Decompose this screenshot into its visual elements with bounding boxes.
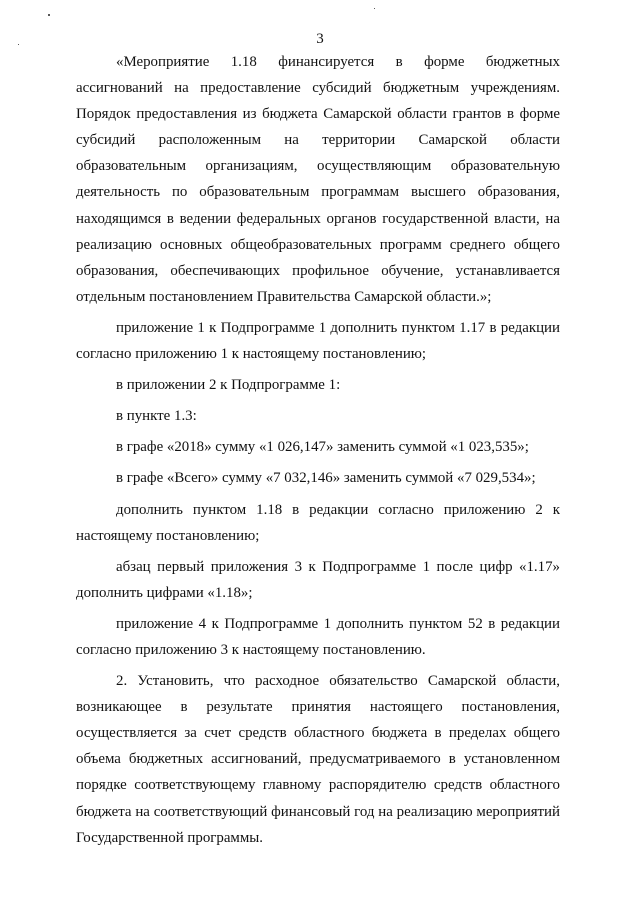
paragraph-column-total-amount: в графе «Всего» сумму «7 032,146» заменить суммой «7 029,534»; <box>116 470 536 487</box>
page-number: 3 <box>316 31 324 47</box>
scan-speck <box>48 14 50 16</box>
paragraph-add-item-1-18: дополнить пунктом 1.18 в редакции согласно приложению 2 к настоящему постановлению; <box>76 501 560 544</box>
paragraph-column-2018-amount: в графе «2018» сумму «1 026,147» заменить суммой «1 023,535»; <box>116 439 529 456</box>
paragraph-appendix-1-amendment: приложение 1 к Подпрограмме 1 дополнить пунктом 1.17 в редакции согласно приложению 1 к настоящему постановлению; <box>76 319 560 363</box>
paragraph-appendix-3-amendment: абзац первый приложения 3 к Подпрограмме 1 после цифр «1.17» дополнить цифрами «1.18»; <box>76 558 560 601</box>
paragraph-appendix-2-heading: в приложении 2 к Подпрограмме 1: <box>116 377 341 394</box>
paragraph-appendix-4-amendment: приложение 4 к Подпрограмме 1 дополнить пунктом 52 в редакции согласно приложению 3 к настоящему постановлению. <box>76 615 560 658</box>
paragraph-measure-1-18-financing: «Мероприятие 1.18 финансируется в форме бюджетных ассигнований на предоставление субсидий бюджетным учреждениям. Порядок предоставления из бюджета Самарской области грантов в форме субсидий расположенным на территории Самарской области образовательным организациям, осуществляющим образовательную деятельность по образовательным программам высшего образования, находящимся в ведении федеральных органов государственной власти, на реализацию основных общеобразовательных программ среднего общего образования, обеспечивающих профильное обучение, устанавливается отдельным постановлением Правительства Самарской области.»; <box>76 54 560 305</box>
paragraph-item-1-3-heading: в пункте 1.3: <box>116 408 197 425</box>
scan-speck <box>374 8 375 9</box>
document-body <box>76 49 560 851</box>
paragraph-expenditure-obligation: 2. Установить, что расходное обязательство Самарской области, возникающее в результате принятия настоящего постановления, осуществляется за счет средств областного бюджета в пределах общего объема бюджетных ассигнований, предусматриваемого в установленном порядке соответствующему главному распорядителю средств областного бюджета на соответствующий финансовый год на реализацию мероприятий Государственной программы. <box>76 673 560 846</box>
